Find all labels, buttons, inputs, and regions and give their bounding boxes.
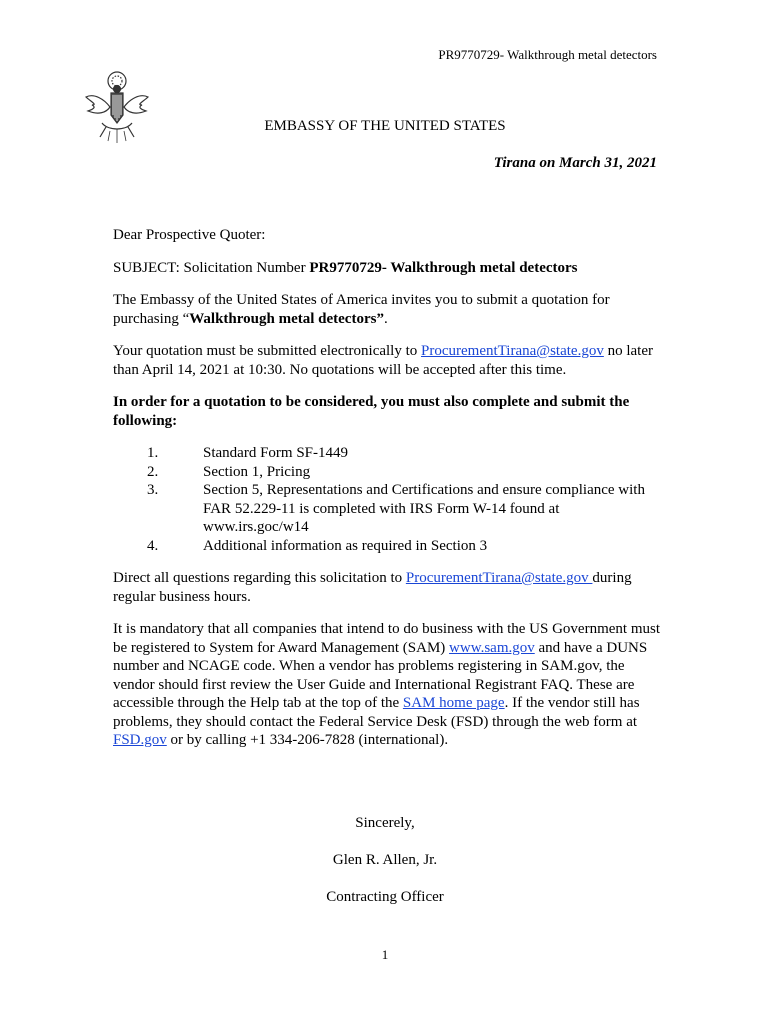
signatory-role: Contracting Officer [326, 889, 444, 905]
closing-block [0, 815, 770, 926]
questions-before: Direct all questions regarding this solicitation to [113, 570, 406, 586]
list-item [113, 481, 661, 537]
subject-prefix: SUBJECT: Solicitation Number [113, 259, 310, 276]
list-item-text: Standard Form SF-1449 [203, 445, 349, 461]
fsd-gov-link[interactable]: FSD.gov [113, 732, 167, 748]
dateline: Tirana on March 31, 2021 [493, 155, 657, 171]
sam-gov-link[interactable]: www.sam.gov [449, 639, 535, 656]
sam-text-1: It is mandatory that all companies that intend to do business with the US Government must be registered to System for Award Management (SAM) [113, 621, 661, 656]
questions-after: during regular business hours. [113, 570, 632, 605]
list-item-number: 4. [147, 537, 159, 554]
sam-home-page-link[interactable]: SAM home page [402, 695, 505, 711]
intro-item: Walkthrough metal detectors” [189, 310, 384, 327]
header-reference: PR9770729- Walkthrough metal detectors [438, 47, 657, 62]
subject-line [113, 259, 661, 278]
intro-end: . [383, 310, 388, 327]
list-item-text: Section 5, Representations and Certifications and ensure compliance with FAR 52.229-11 is completed with IRS Form W-14 found at www.irs.goc/w14 [203, 482, 645, 535]
submission-paragraph [113, 342, 661, 379]
procurement-email-link[interactable]: ProcurementTirana@state.gov [421, 343, 604, 359]
list-item [113, 463, 661, 482]
intro-paragraph [113, 291, 661, 328]
sam-text-2: and have a DUNS number and NCAGE code. When a vendor has problems registering in SAM.gov, the vendor should first review the User Guide and International Registrant FAQ. These are accessible through the Help tab at the top of the [113, 639, 648, 711]
subject-solicitation: PR9770729- Walkthrough metal detectors [309, 259, 578, 276]
letter-body [113, 226, 661, 764]
submission-after: no later than April 14, 2021 at 10:30. No quotations will be accepted after this time. [113, 343, 653, 378]
requirement-list [113, 444, 661, 555]
list-item-number: 3. [147, 482, 159, 498]
valediction: Sincerely, [355, 815, 415, 831]
list-item-number: 2. [147, 463, 159, 480]
signatory-name: Glen R. Allen, Jr. [332, 852, 438, 868]
list-item-text: Additional information as required in Section 3 [203, 537, 488, 554]
questions-email-link[interactable]: ProcurementTirana@state.gov [405, 570, 593, 586]
list-item-number: 1. [147, 445, 159, 461]
list-item-text: Section 1, Pricing [203, 463, 311, 480]
list-item [113, 444, 661, 463]
greeting: Dear Prospective Quoter: [113, 227, 266, 243]
sam-text-4: or by calling +1 334-206-7828 (international). [166, 732, 449, 748]
requirement-paragraph [113, 393, 661, 430]
page-number: 1 [381, 947, 389, 962]
sam-paragraph [113, 620, 661, 750]
list-item [113, 537, 661, 556]
intro-text: The Embassy of the United States of America invites you to submit a quotation for purchasing “ [113, 292, 610, 327]
questions-paragraph [113, 569, 661, 606]
submission-before: Your quotation must be submitted electronically to [113, 343, 422, 359]
sam-text-3: . If the vendor still has problems, they should contact the Federal Service Desk (FSD) through the web form at [113, 695, 640, 730]
requirement-text: In order for a quotation to be considered, you must also complete and submit the following: [113, 394, 630, 429]
embassy-title: EMBASSY OF THE UNITED STATES [264, 118, 506, 134]
